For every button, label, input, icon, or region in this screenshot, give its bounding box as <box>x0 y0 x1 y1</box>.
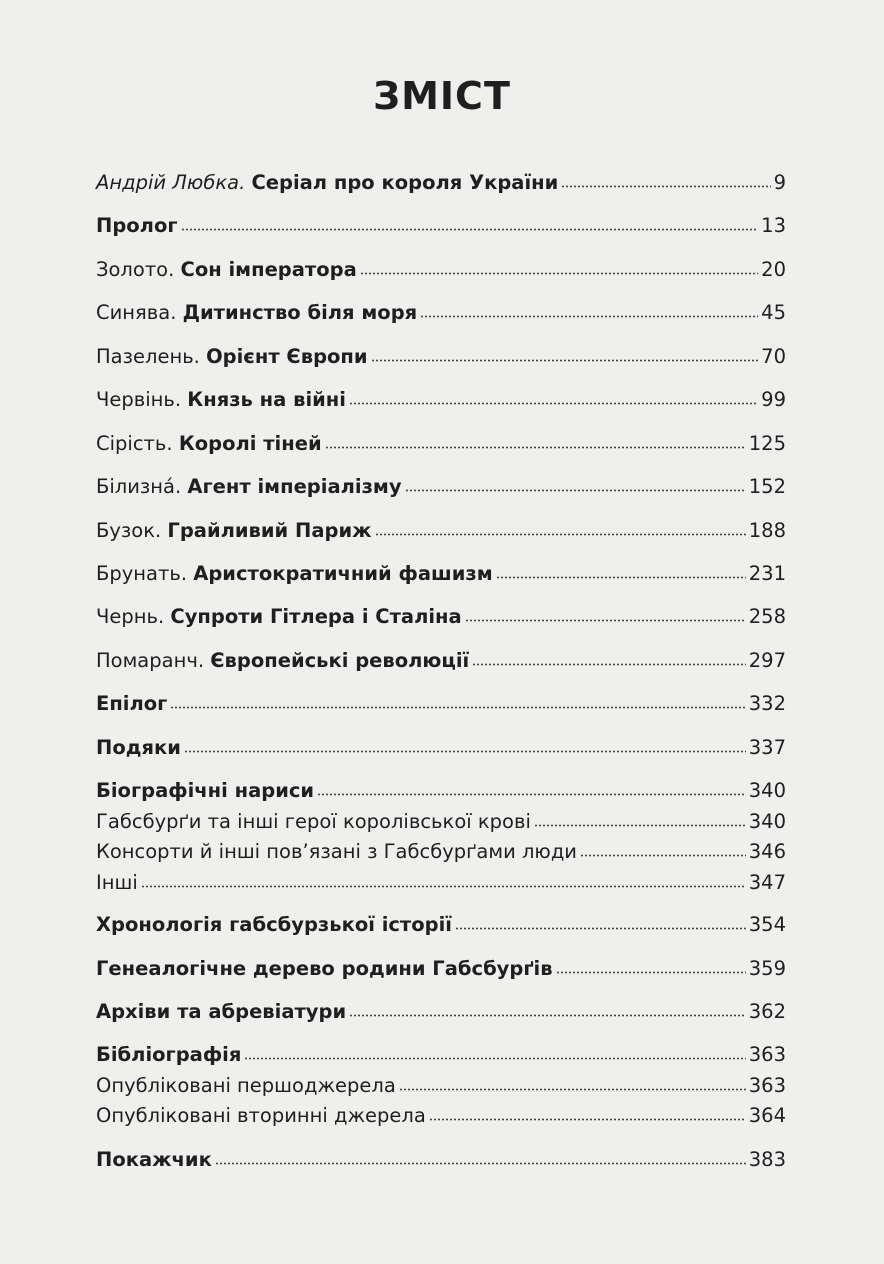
entry-prefix: Білизна́. <box>96 475 188 498</box>
toc-entry <box>96 344 786 370</box>
entry-text <box>96 257 357 283</box>
entry-title: Королі тіней <box>178 432 322 455</box>
page-number: 99 <box>761 388 786 411</box>
entry-text <box>96 735 181 761</box>
entry-prefix: Андрій Любка. <box>96 171 252 194</box>
toc-entry <box>96 387 786 413</box>
entry-text <box>96 778 314 804</box>
entry-title: Серіал про короля України <box>251 171 559 194</box>
dot-leader <box>360 271 758 276</box>
page-number: 363 <box>748 1074 786 1097</box>
dot-leader <box>472 662 746 667</box>
page-number: 188 <box>748 519 786 542</box>
entry-text <box>96 300 417 326</box>
toc-entry <box>96 561 786 587</box>
entry-title: Аристократичний фашизм <box>193 562 493 585</box>
toc-entry <box>96 213 786 239</box>
dot-leader <box>170 705 745 710</box>
entry-text <box>96 474 402 500</box>
entry-prefix: Брунать. <box>96 562 194 585</box>
page-title: ЗМІСТ <box>373 74 511 118</box>
entry-text <box>96 431 322 457</box>
dot-leader <box>325 445 746 450</box>
page-number: 13 <box>761 214 786 237</box>
toc-entry <box>96 300 786 326</box>
entry-text <box>96 691 167 717</box>
dot-leader <box>349 401 758 406</box>
entry-title: Грайливий Париж <box>167 519 372 542</box>
entry-title: Архіви та абревіатури <box>96 1000 347 1023</box>
entry-title: Бібліографія <box>96 1043 242 1066</box>
page-number: 364 <box>748 1104 786 1127</box>
entry-text <box>96 518 372 544</box>
entry-text <box>96 213 178 239</box>
entry-title: Пролог <box>96 214 178 237</box>
entry-text <box>96 870 138 896</box>
toc-subentry <box>96 1073 786 1099</box>
dot-leader <box>465 618 746 623</box>
entry-prefix: Бузок. <box>96 519 168 542</box>
entry-title: Подяки <box>96 736 181 759</box>
page-number: 9 <box>773 171 786 194</box>
entry-title: Консорти й інші пов’язані з Габсбурґами люди <box>96 840 577 863</box>
entry-text <box>96 956 553 982</box>
dot-leader <box>141 884 746 889</box>
entry-text <box>96 648 469 674</box>
page-number: 152 <box>748 475 786 498</box>
entry-title: Орієнт Європи <box>206 345 368 368</box>
entry-title: Сон імператора <box>180 258 357 281</box>
entry-title: Європейські революції <box>210 649 470 672</box>
dot-leader <box>405 488 746 493</box>
page-number: 383 <box>748 1148 786 1171</box>
entry-prefix: Пазелень. <box>96 345 207 368</box>
page-number: 359 <box>748 957 786 980</box>
toc-subentry <box>96 870 786 896</box>
dot-leader <box>181 227 759 232</box>
dot-leader <box>317 792 746 797</box>
entry-text <box>96 561 493 587</box>
entry-title: Біографічні нариси <box>96 779 315 802</box>
entry-prefix: Червінь. <box>96 388 188 411</box>
toc-entry <box>96 735 786 761</box>
entry-text <box>96 912 452 938</box>
toc-subentry <box>96 1103 786 1129</box>
toc-subentry <box>96 839 786 865</box>
page-number: 258 <box>748 605 786 628</box>
toc-entry <box>96 518 786 544</box>
page-number: 20 <box>761 258 786 281</box>
toc-entry <box>96 1042 786 1068</box>
entry-text <box>96 999 346 1025</box>
dot-leader <box>534 823 746 828</box>
entry-title: Інші <box>96 871 138 894</box>
entry-title: Супроти Гітлера і Сталіна <box>170 605 462 628</box>
entry-title: Князь на війні <box>187 388 346 411</box>
toc-entry <box>96 604 786 630</box>
entry-text <box>96 1103 426 1129</box>
entry-prefix: Золото. <box>96 258 181 281</box>
dot-leader <box>496 575 746 580</box>
page-number: 70 <box>761 345 786 368</box>
dot-leader <box>561 184 770 189</box>
toc-entry <box>96 778 786 804</box>
page-number: 347 <box>748 871 786 894</box>
entry-text <box>96 809 531 835</box>
toc-entry <box>96 170 786 196</box>
toc-entry <box>96 691 786 717</box>
page-number: 297 <box>748 649 786 672</box>
entry-title: Агент імперіалізму <box>187 475 402 498</box>
dot-leader <box>455 926 746 931</box>
page-number: 363 <box>748 1043 786 1066</box>
page-number: 340 <box>748 810 786 833</box>
toc-entry <box>96 999 786 1025</box>
entry-text <box>96 344 368 370</box>
page-number: 362 <box>748 1000 786 1023</box>
entry-prefix: Сірість. <box>96 432 179 455</box>
entry-text <box>96 1147 212 1173</box>
entry-title: Хронологія габсбурзької історії <box>96 913 452 936</box>
page-number: 231 <box>748 562 786 585</box>
entry-title: Епілог <box>96 692 168 715</box>
toc-entry <box>96 956 786 982</box>
entry-text <box>96 387 346 413</box>
entry-title: Опубліковані вторинні джерела <box>96 1104 426 1127</box>
dot-leader <box>375 532 746 537</box>
page-number: 354 <box>748 913 786 936</box>
toc-entry <box>96 474 786 500</box>
page-number: 45 <box>761 301 786 324</box>
dot-leader <box>244 1056 745 1061</box>
entry-title: Дитинство біля моря <box>182 301 418 324</box>
dot-leader <box>349 1013 746 1018</box>
page-number: 337 <box>748 736 786 759</box>
toc-entry <box>96 648 786 674</box>
entry-title: Опубліковані першоджерела <box>96 1074 396 1097</box>
entry-prefix: Синява. <box>96 301 183 324</box>
toc-subentry <box>96 809 786 835</box>
entry-text <box>96 1042 241 1068</box>
page-number: 346 <box>748 840 786 863</box>
entry-prefix: Помаранч. <box>96 649 211 672</box>
page-number: 125 <box>748 432 786 455</box>
toc-entry <box>96 257 786 283</box>
toc-entry <box>96 1147 786 1173</box>
dot-leader <box>215 1161 746 1166</box>
toc-entry <box>96 431 786 457</box>
page-number: 340 <box>748 779 786 802</box>
dot-leader <box>399 1087 746 1092</box>
entry-text <box>96 604 462 630</box>
entry-title: Генеалогічне дерево родини Габсбурґів <box>96 957 553 980</box>
dot-leader <box>420 314 758 319</box>
page-number: 332 <box>748 692 786 715</box>
dot-leader <box>556 970 746 975</box>
dot-leader <box>580 853 746 858</box>
entry-text <box>96 839 577 865</box>
entry-text <box>96 170 558 196</box>
entry-text <box>96 1073 396 1099</box>
dot-leader <box>371 358 759 363</box>
entry-title: Габсбурґи та інші герої королівської крові <box>96 810 531 833</box>
dot-leader <box>184 749 746 754</box>
entry-prefix: Чернь. <box>96 605 171 628</box>
toc-entry <box>96 912 786 938</box>
dot-leader <box>429 1117 746 1122</box>
entry-title: Покажчик <box>96 1148 212 1171</box>
